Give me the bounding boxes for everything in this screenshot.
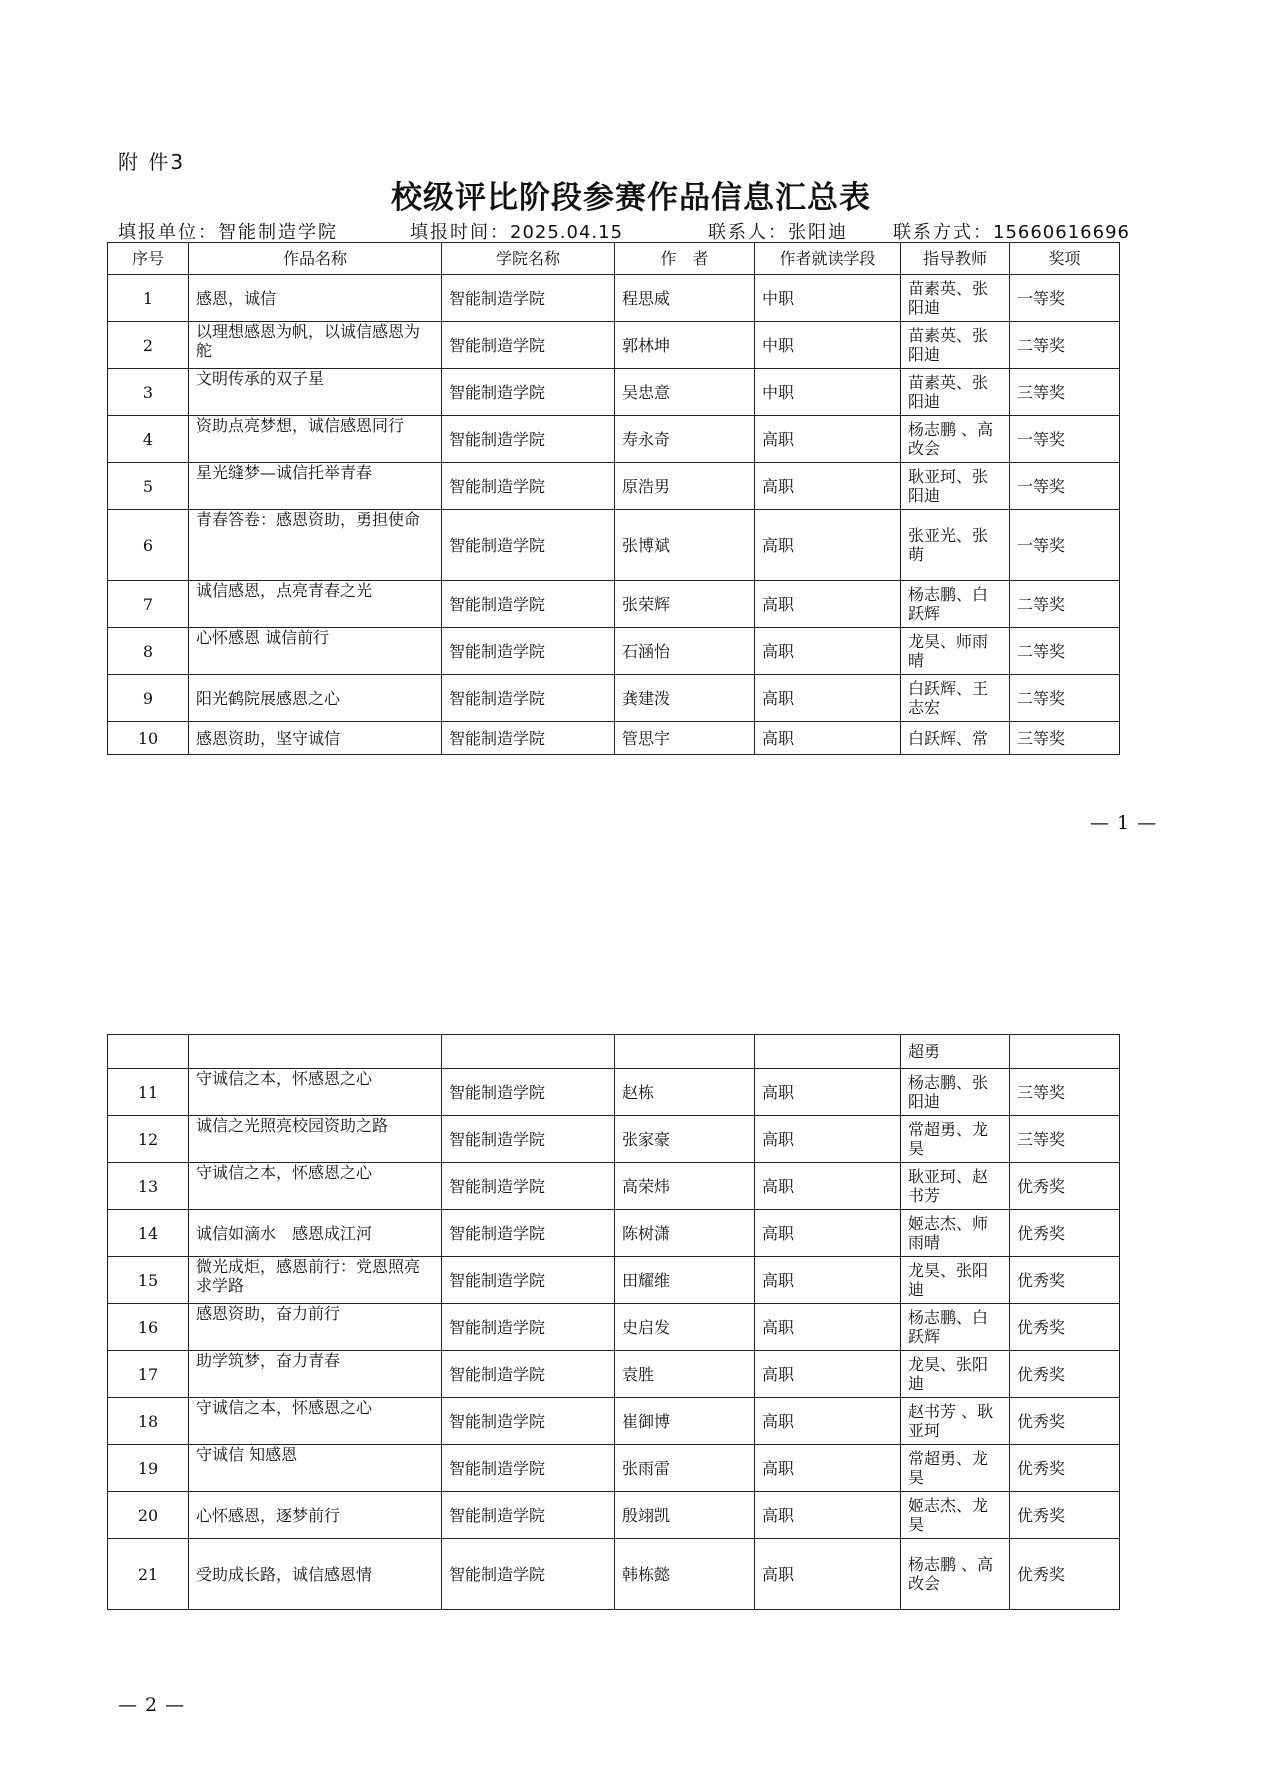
work-title-cell: 星光缝梦—诚信托举青春 — [189, 463, 442, 510]
work-title-cell: 感恩资助，奋力前行 — [189, 1304, 442, 1351]
stage-cell: 高职 — [755, 463, 901, 510]
row-number-cell: 21 — [108, 1539, 189, 1610]
work-title-cell: 诚信感恩，点亮青春之光 — [189, 581, 442, 628]
stage-cell: 高职 — [755, 1163, 901, 1210]
row-number-cell: 10 — [108, 722, 189, 755]
table-row — [108, 369, 1120, 416]
page-number-1: — 1 — — [1090, 812, 1158, 834]
author-cell: 程思威 — [615, 275, 755, 322]
college-cell: 智能制造学院 — [442, 1539, 615, 1610]
teacher-cell: 龙昊、张阳迪 — [901, 1257, 1010, 1304]
author-cell: 殷翊凯 — [615, 1492, 755, 1539]
row-number-cell: 9 — [108, 675, 189, 722]
col-header: 指导教师 — [901, 243, 1010, 275]
work-title-cell: 感恩，诚信 — [189, 275, 442, 322]
row-number-cell: 2 — [108, 322, 189, 369]
page-title: 校级评比阶段参赛作品信息汇总表 — [391, 180, 871, 216]
award-cell: 优秀奖 — [1010, 1492, 1120, 1539]
col-header: 作者就读学段 — [755, 243, 901, 275]
author-cell: 石涵怡 — [615, 628, 755, 675]
award-cell: 三等奖 — [1010, 369, 1120, 416]
author-cell: 张博斌 — [615, 510, 755, 581]
table-row — [108, 722, 1120, 755]
teacher-cell: 白跃辉、常 — [901, 722, 1010, 755]
author-cell: 龚建泼 — [615, 675, 755, 722]
teacher-cell: 杨志鹏、白跃辉 — [901, 1304, 1010, 1351]
stage-cell: 高职 — [755, 628, 901, 675]
work-title-cell: 诚信如滴水 感恩成江河 — [189, 1210, 442, 1257]
stage-cell: 高职 — [755, 1492, 901, 1539]
row-number-cell: 12 — [108, 1116, 189, 1163]
table-row — [108, 275, 1120, 322]
award-cell: 优秀奖 — [1010, 1351, 1120, 1398]
teacher-cell: 超勇 — [901, 1035, 1010, 1069]
stage-cell: 中职 — [755, 322, 901, 369]
meta-unit: 填报单位：智能制造学院 — [118, 222, 338, 243]
award-cell: 一等奖 — [1010, 510, 1120, 581]
work-title-cell: 守诚信 知感恩 — [189, 1445, 442, 1492]
teacher-cell: 赵书芳 、耿亚珂 — [901, 1398, 1010, 1445]
work-title-cell: 文明传承的双子星 — [189, 369, 442, 416]
teacher-cell: 姬志杰、龙昊 — [901, 1492, 1010, 1539]
college-cell: 智能制造学院 — [442, 1257, 615, 1304]
author-cell: 袁胜 — [615, 1351, 755, 1398]
work-title-cell: 心怀感恩 诚信前行 — [189, 628, 442, 675]
award-cell: 优秀奖 — [1010, 1539, 1120, 1610]
row-number-cell: 6 — [108, 510, 189, 581]
teacher-cell: 常超勇、龙昊 — [901, 1116, 1010, 1163]
col-header: 学院名称 — [442, 243, 615, 275]
author-cell: 陈树潇 — [615, 1210, 755, 1257]
stage-cell: 中职 — [755, 275, 901, 322]
stage-cell: 高职 — [755, 1069, 901, 1116]
college-cell: 智能制造学院 — [442, 1398, 615, 1445]
stage-cell: 高职 — [755, 1539, 901, 1610]
teacher-cell: 常超勇、龙昊 — [901, 1445, 1010, 1492]
work-title-cell: 感恩资助，坚守诚信 — [189, 722, 442, 755]
college-cell: 智能制造学院 — [442, 369, 615, 416]
table-row — [108, 675, 1120, 722]
table-row — [108, 1116, 1120, 1163]
teacher-cell: 耿亚珂、赵书芳 — [901, 1163, 1010, 1210]
stage-cell: 高职 — [755, 1304, 901, 1351]
teacher-cell: 龙昊、师雨晴 — [901, 628, 1010, 675]
teacher-cell: 杨志鹏、张阳迪 — [901, 1069, 1010, 1116]
teacher-cell: 苗素英、张阳迪 — [901, 322, 1010, 369]
page-number-2: — 2 — — [118, 1694, 186, 1716]
row-number-cell: 13 — [108, 1163, 189, 1210]
stage-cell: 高职 — [755, 1116, 901, 1163]
table-row — [108, 1210, 1120, 1257]
stage-cell: 高职 — [755, 1398, 901, 1445]
table-row — [108, 1163, 1120, 1210]
college-cell: 智能制造学院 — [442, 510, 615, 581]
teacher-cell: 白跃辉、王志宏 — [901, 675, 1010, 722]
stage-cell: 中职 — [755, 369, 901, 416]
summary-table-page1 — [107, 242, 1120, 755]
work-title-cell: 资助点亮梦想，诚信感恩同行 — [189, 416, 442, 463]
award-cell: 优秀奖 — [1010, 1304, 1120, 1351]
college-cell: 智能制造学院 — [442, 1116, 615, 1163]
table-row — [108, 1304, 1120, 1351]
award-cell: 一等奖 — [1010, 275, 1120, 322]
college-cell: 智能制造学院 — [442, 722, 615, 755]
work-title-cell: 微光成炬，感恩前行：党恩照亮求学路 — [189, 1257, 442, 1304]
carry-over-row — [108, 1035, 1120, 1069]
work-title-cell: 阳光鹤院展感恩之心 — [189, 675, 442, 722]
work-title-cell: 受助成长路，诚信感恩情 — [189, 1539, 442, 1610]
college-cell: 智能制造学院 — [442, 275, 615, 322]
award-cell: 一等奖 — [1010, 463, 1120, 510]
table-row — [108, 510, 1120, 581]
work-title-cell: 诚信之光照亮校园资助之路 — [189, 1116, 442, 1163]
row-number-cell: 8 — [108, 628, 189, 675]
award-cell: 优秀奖 — [1010, 1210, 1120, 1257]
author-cell: 崔御博 — [615, 1398, 755, 1445]
college-cell: 智能制造学院 — [442, 1210, 615, 1257]
col-header: 作 者 — [615, 243, 755, 275]
teacher-cell: 杨志鹏、白跃辉 — [901, 581, 1010, 628]
author-cell: 韩栋懿 — [615, 1539, 755, 1610]
college-cell: 智能制造学院 — [442, 581, 615, 628]
work-title-cell: 青春答卷：感恩资助，勇担使命 — [189, 510, 442, 581]
col-header: 奖项 — [1010, 243, 1120, 275]
row-number-cell: 5 — [108, 463, 189, 510]
award-cell: 优秀奖 — [1010, 1163, 1120, 1210]
meta-date: 填报时间：2025.04.15 — [410, 222, 624, 243]
author-cell: 张家豪 — [615, 1116, 755, 1163]
row-number-cell: 16 — [108, 1304, 189, 1351]
meta-phone: 联系方式：15660616696 — [893, 222, 1130, 243]
teacher-cell: 苗素英、张阳迪 — [901, 275, 1010, 322]
work-title-cell: 以理想感恩为帆，以诚信感恩为舵 — [189, 322, 442, 369]
college-cell: 智能制造学院 — [442, 628, 615, 675]
award-cell: 优秀奖 — [1010, 1257, 1120, 1304]
stage-cell: 高职 — [755, 581, 901, 628]
row-number-cell: 7 — [108, 581, 189, 628]
college-cell: 智能制造学院 — [442, 463, 615, 510]
teacher-cell: 杨志鹏 、高改会 — [901, 1539, 1010, 1610]
table-row — [108, 581, 1120, 628]
row-number-cell: 18 — [108, 1398, 189, 1445]
stage-cell: 高职 — [755, 416, 901, 463]
author-cell: 原浩男 — [615, 463, 755, 510]
award-cell: 优秀奖 — [1010, 1398, 1120, 1445]
stage-cell: 高职 — [755, 510, 901, 581]
row-number-cell: 14 — [108, 1210, 189, 1257]
table-row — [108, 1445, 1120, 1492]
table-row — [108, 322, 1120, 369]
author-cell: 田耀维 — [615, 1257, 755, 1304]
table-row — [108, 1257, 1120, 1304]
stage-cell: 高职 — [755, 675, 901, 722]
row-number-cell: 20 — [108, 1492, 189, 1539]
stage-cell: 高职 — [755, 1210, 901, 1257]
table-row — [108, 1539, 1120, 1610]
table-row — [108, 416, 1120, 463]
row-number-cell: 17 — [108, 1351, 189, 1398]
college-cell: 智能制造学院 — [442, 1492, 615, 1539]
author-cell: 吴忠意 — [615, 369, 755, 416]
table-row — [108, 1351, 1120, 1398]
work-title-cell: 守诚信之本，怀感恩之心 — [189, 1069, 442, 1116]
table-row — [108, 1069, 1120, 1116]
table-row — [108, 628, 1120, 675]
college-cell: 智能制造学院 — [442, 1304, 615, 1351]
teacher-cell: 杨志鹏 、高改会 — [901, 416, 1010, 463]
stage-cell: 高职 — [755, 1257, 901, 1304]
award-cell: 二等奖 — [1010, 322, 1120, 369]
row-number-cell: 4 — [108, 416, 189, 463]
award-cell: 三等奖 — [1010, 1069, 1120, 1116]
award-cell: 三等奖 — [1010, 722, 1120, 755]
summary-table-page2 — [107, 1034, 1120, 1610]
table-row — [108, 1398, 1120, 1445]
teacher-cell: 龙昊、张阳迪 — [901, 1351, 1010, 1398]
college-cell: 智能制造学院 — [442, 675, 615, 722]
col-header: 序号 — [108, 243, 189, 275]
teacher-cell: 张亚光、张萌 — [901, 510, 1010, 581]
author-cell: 高荣炜 — [615, 1163, 755, 1210]
work-title-cell: 守诚信之本，怀感恩之心 — [189, 1163, 442, 1210]
award-cell: 二等奖 — [1010, 675, 1120, 722]
stage-cell: 高职 — [755, 1445, 901, 1492]
author-cell: 张荣辉 — [615, 581, 755, 628]
stage-cell: 高职 — [755, 1351, 901, 1398]
row-number-cell: 19 — [108, 1445, 189, 1492]
college-cell: 智能制造学院 — [442, 1163, 615, 1210]
stage-cell: 高职 — [755, 722, 901, 755]
work-title-cell: 助学筑梦，奋力青春 — [189, 1351, 442, 1398]
work-title-cell: 守诚信之本，怀感恩之心 — [189, 1398, 442, 1445]
college-cell: 智能制造学院 — [442, 1351, 615, 1398]
author-cell: 郭林坤 — [615, 322, 755, 369]
award-cell: 二等奖 — [1010, 628, 1120, 675]
author-cell: 张雨雷 — [615, 1445, 755, 1492]
teacher-cell: 姬志杰、师雨晴 — [901, 1210, 1010, 1257]
author-cell: 赵栋 — [615, 1069, 755, 1116]
award-cell: 优秀奖 — [1010, 1445, 1120, 1492]
row-number-cell: 3 — [108, 369, 189, 416]
meta-contact: 联系人：张阳迪 — [708, 222, 848, 243]
college-cell: 智能制造学院 — [442, 322, 615, 369]
award-cell: 二等奖 — [1010, 581, 1120, 628]
author-cell: 史启发 — [615, 1304, 755, 1351]
award-cell: 三等奖 — [1010, 1116, 1120, 1163]
attachment-label: 附 件3 — [118, 150, 186, 174]
row-number-cell: 15 — [108, 1257, 189, 1304]
teacher-cell: 苗素英、张阳迪 — [901, 369, 1010, 416]
row-number-cell: 1 — [108, 275, 189, 322]
college-cell: 智能制造学院 — [442, 1445, 615, 1492]
college-cell: 智能制造学院 — [442, 1069, 615, 1116]
award-cell: 一等奖 — [1010, 416, 1120, 463]
work-title-cell: 心怀感恩，逐梦前行 — [189, 1492, 442, 1539]
col-header: 作品名称 — [189, 243, 442, 275]
row-number-cell: 11 — [108, 1069, 189, 1116]
author-cell: 管思宇 — [615, 722, 755, 755]
table-row — [108, 1492, 1120, 1539]
college-cell: 智能制造学院 — [442, 416, 615, 463]
header-row — [108, 243, 1120, 275]
author-cell: 寿永奇 — [615, 416, 755, 463]
table-row — [108, 463, 1120, 510]
teacher-cell: 耿亚珂、张阳迪 — [901, 463, 1010, 510]
